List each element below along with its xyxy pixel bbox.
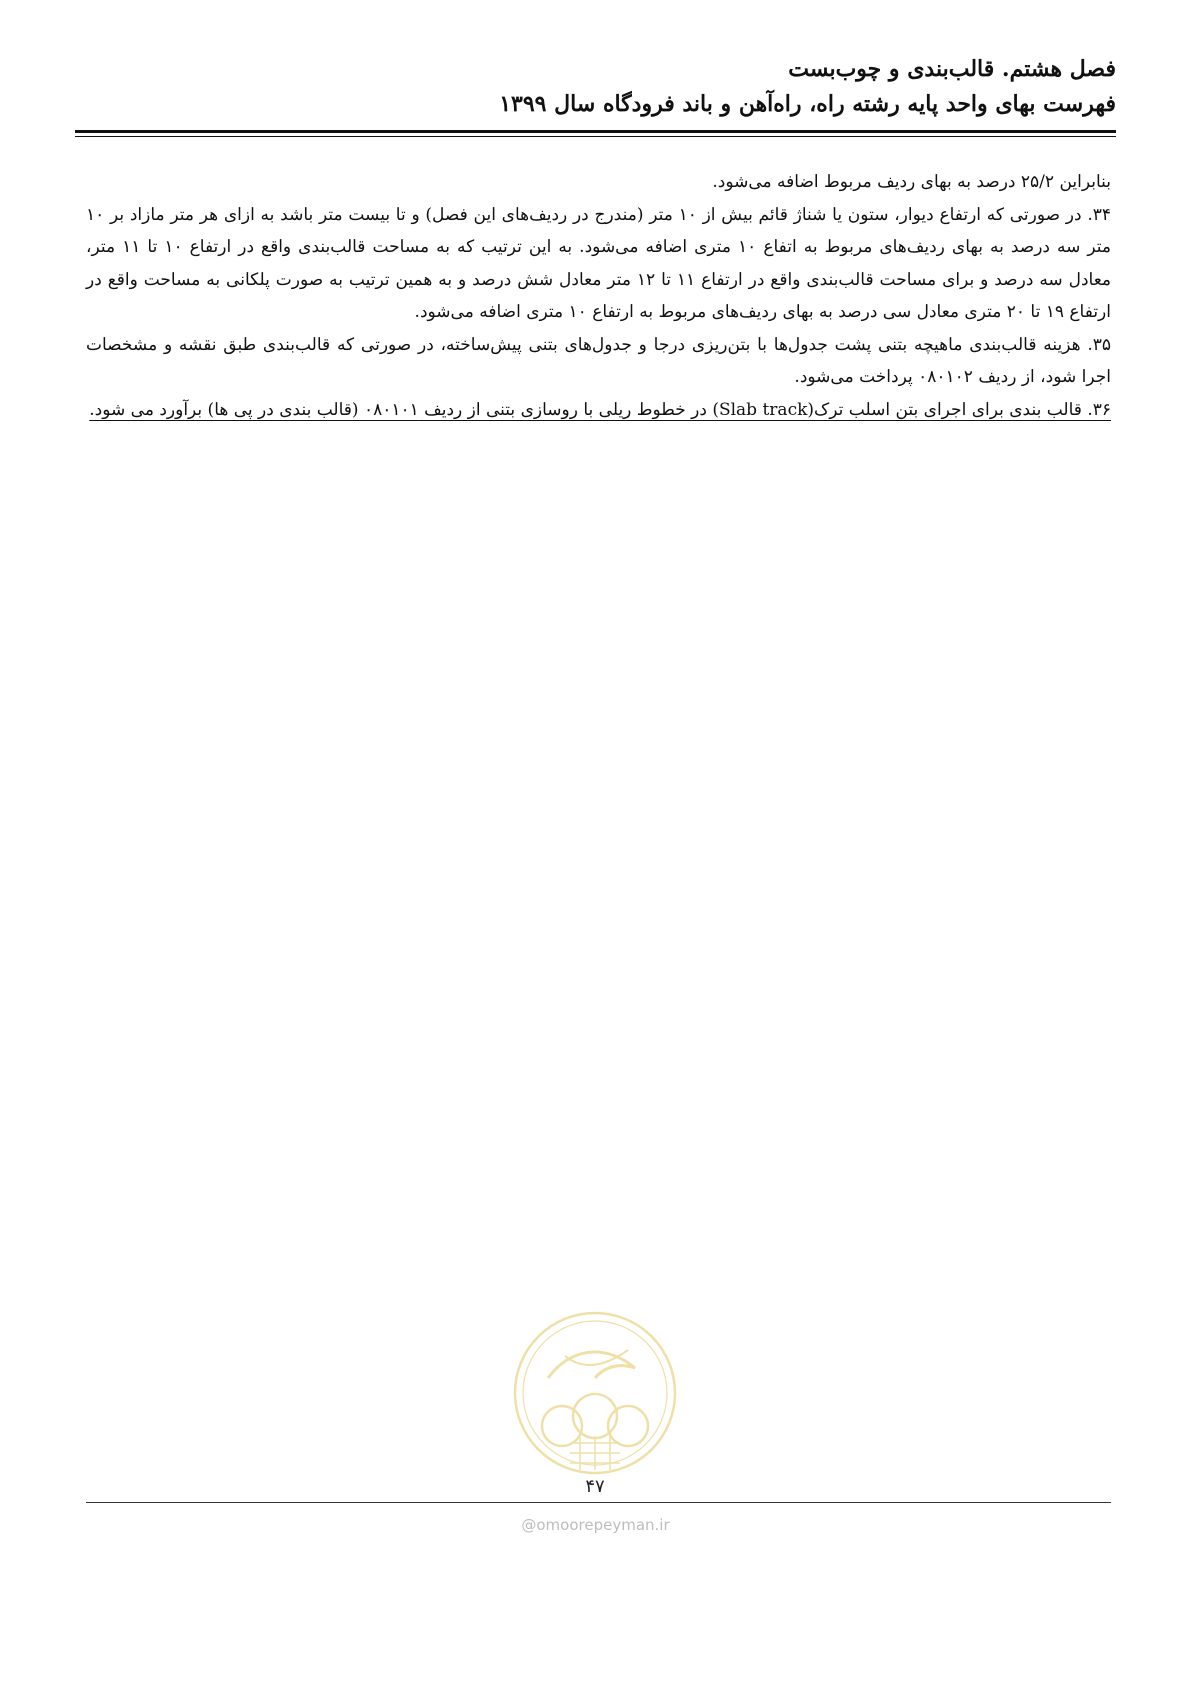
paragraph-35: ۳۵. هزینه قالب‌بندی ماهیچه بتنی پشت جدول‌ها با بتن‌ریزی درجا و جدول‌های بتنی پیش‌ساخته، در صورتی که قالب‌بندی طبق نقشه و مشخصات اجرا شود، از ردیف ۰۸۰۱۰۲ پرداخت می‌شود.	[86, 334, 1111, 387]
footer-rule	[86, 1502, 1111, 1503]
header-rule-thin	[75, 136, 1116, 137]
page-number: ۴۷	[585, 1476, 605, 1497]
chapter-title: فصل هشتم. قالب‌بندی و چوب‌بست	[788, 56, 1116, 82]
body-text	[86, 166, 1111, 426]
paragraph-intro: بنابراین ۲۵/۲ درصد به بهای ردیف مربوط اضافه می‌شود.	[712, 172, 1111, 192]
paragraph-36-text: ۳۶. قالب بندی برای اجرای بتن اسلب ترک(Slab track) در خطوط ریلی با روسازی بتنی از ردیف ۰۸۰۱۰۱ (قالب بندی در پی ها) برآورد می شود.	[89, 399, 1111, 420]
header-rule-thick	[75, 130, 1116, 133]
document-subtitle: فهرست بهای واحد پایه رشته راه، راه‌آهن و باند فرودگاه سال ۱۳۹۹	[499, 91, 1116, 117]
footer-url: @omoorepeyman.ir	[521, 1516, 670, 1534]
page-header	[75, 52, 1116, 122]
watermark-logo-icon	[510, 1308, 680, 1478]
paragraph-36	[86, 394, 1111, 427]
paragraph-34: ۳۴. در صورتی که ارتفاع دیوار، ستون یا شناژ قائم بیش از ۱۰ متر (مندرج در ردیف‌های این فصل) و تا بیست متر باشد به ازای هر متر مازاد بر ۱۰ متر سه درصد به بهای ردیف‌های مربوط به اتفاع ۱۰ متری اضافه می‌شود. به این ترتیب که به مساحت قالب‌بندی واقع در ارتفاع ۱۰ تا ۱۱ متر، معادل سه درصد و برای مساحت قالب‌بندی واقع در ارتفاع ۱۱ تا ۱۲ متر معادل شش درصد و به همین ترتیب به صورت پلکانی به مساحت واقع در ارتفاع ۱۹ تا ۲۰ متری معادل سی درصد به بهای ردیف‌های مربوط به ارتفاع ۱۰ متری اضافه می‌شود.	[86, 204, 1111, 322]
